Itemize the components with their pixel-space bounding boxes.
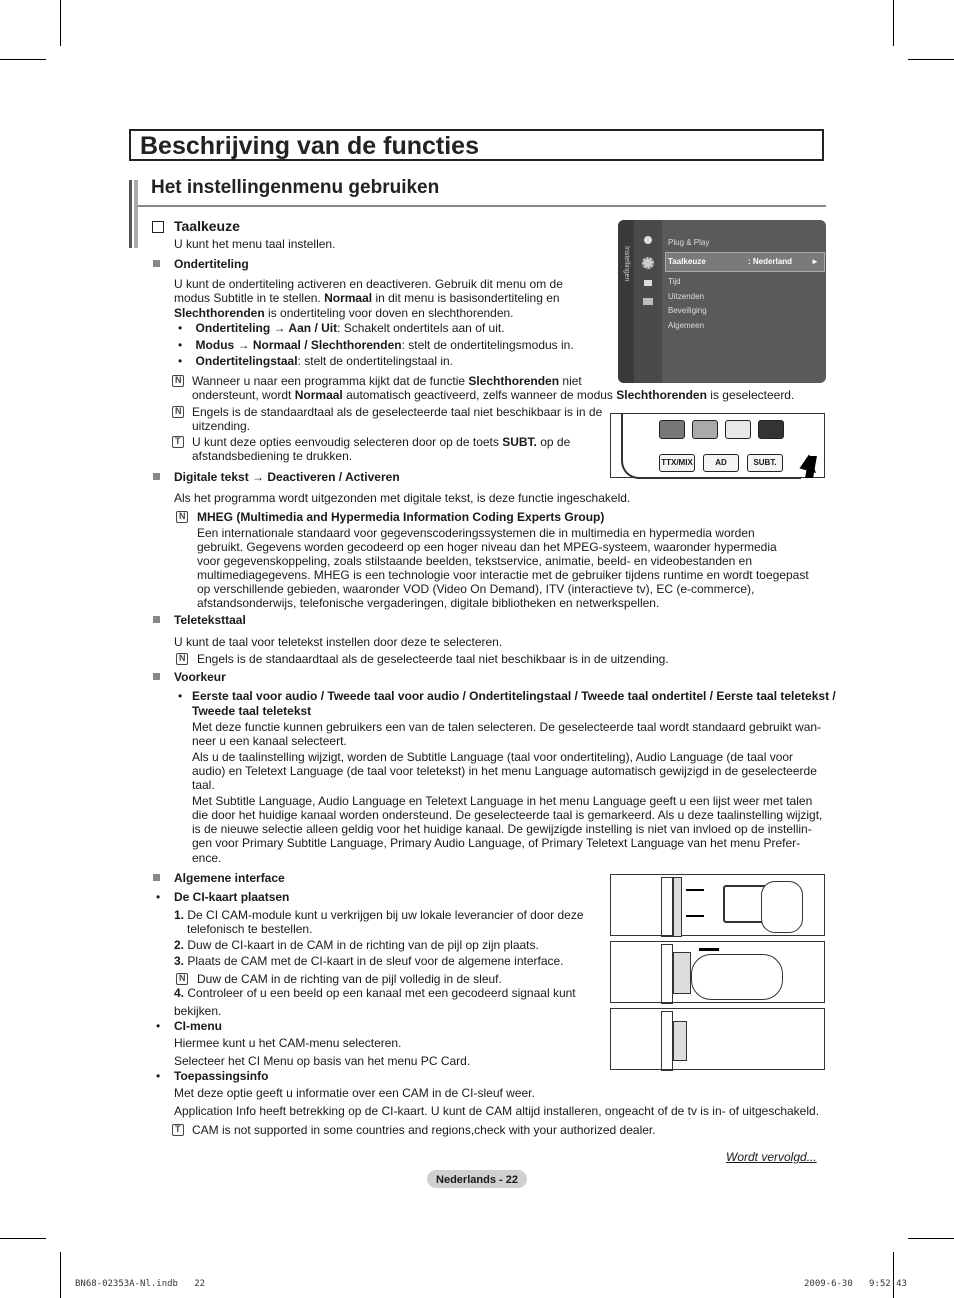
bullet-dot: • [156, 890, 161, 904]
footer-timestamp: 2009-6-30 9:52:43 [804, 1279, 907, 1289]
arrow-left-icon [699, 948, 719, 951]
note3-line1: U kunt deze opties eenvoudig selecteren door op de toets SUBT. op de [192, 435, 571, 449]
note-icon [176, 973, 188, 985]
checkbox-icon [152, 221, 164, 233]
voorkeur-b1: Eerste taal voor audio / Tweede taal voor audio / Ondertitelingstaal / Tweede taal ondertitel / Eerste taal teletekst / [192, 689, 836, 703]
bullet-dot: • [178, 689, 183, 703]
osd-item-uitzenden[interactable]: Uitzenden [668, 292, 705, 301]
osd-menu [618, 220, 826, 383]
mheg-l2: gebruikt. Gegevens worden gecodeerd op een hoger niveau dan het MPEG-systeem, waaronder hypermedia [197, 540, 777, 554]
ci-note: Duw de CAM in de richting van de pijl volledig in de sleuf. [197, 972, 502, 986]
mheg-l6: afstandsonderwijs, telefonische vergaderingen, digitale bibliotheken en netwerkspellen. [197, 596, 660, 610]
ondertiteling-p1b: modus Subtitle in te stellen. Normaal in dit menu is basisondertiteling en [174, 291, 560, 305]
remote-red-button [659, 420, 685, 439]
cam-module [673, 952, 691, 994]
teletekst-note: Engels is de standaardtaal als de geselecteerde taal niet beschikbaar is in de uitzending. [197, 652, 669, 666]
teletekst-title: Teleteksttaal [174, 613, 246, 627]
tip-icon [172, 436, 184, 448]
cam-slot [661, 944, 673, 1004]
bullet-dot: • [156, 1069, 161, 1083]
digitale-p1: Als het programma wordt uitgezonden met digitale tekst, is deze functie ingeschakeld. [174, 491, 631, 505]
osd-sidebar [618, 220, 634, 383]
note-icon [172, 406, 184, 418]
toep-l2: Application Info heeft betrekking op de CI-kaart. U kunt de CAM altijd installeren, ongeacht of de tv is in- of uitgeschakeld. [174, 1104, 820, 1118]
ci-step1b: telefonisch te bestellen. [187, 922, 313, 936]
page-number-badge [427, 1170, 527, 1188]
osd-item-taalkeuze[interactable]: Taalkeuze [668, 257, 706, 266]
remote-image [610, 413, 825, 478]
mheg-l1: Een internationale standaard voor gegevenscoderingssystemen die in multimedia en hypermedia worden [197, 526, 755, 540]
voorkeur-b2: Tweede taal teletekst [192, 704, 312, 718]
bullet-dot: • [156, 1019, 161, 1033]
remote-green-button [692, 420, 718, 439]
ci-card-illustration-1 [610, 874, 825, 936]
page-number: Nederlands - 22 [436, 1174, 518, 1186]
voorkeur-l2: neer u een kanaal selecteert. [192, 734, 347, 748]
section-heading: Het instellingenmenu gebruiken [151, 177, 440, 198]
bullet-square-icon [153, 616, 160, 623]
voorkeur-l9: gen voor Primary Subtitle Language, Primary Audio Language, of Primary Teletext Language van het menu Prefer- [192, 836, 801, 850]
osd-arrow-icon: ► [811, 257, 819, 266]
cam-slot [661, 877, 673, 937]
bullet-ondertitelingstaal: • Ondertitelingstaal: stelt de ondertitelingstaal in. [178, 354, 454, 368]
voorkeur-l3: Als u de taalinstelling wijzigt, worden de Subtitle Language (taal voor ondertiteling), Audio Language (de taal voor [192, 750, 794, 764]
remote-blue-button [758, 420, 784, 439]
voorkeur-l5: taal. [192, 778, 215, 792]
tip-icon [172, 1124, 184, 1136]
note2-line1: Engels is de standaardtaal als de geselecteerde taal niet beschikbaar is in de [192, 405, 603, 419]
crop-mark [908, 1238, 954, 1239]
ci-step3: 3. Plaats de CAM met de CI-kaart in de sleuf voor de algemene interface. [174, 954, 564, 968]
crop-mark [893, 1252, 894, 1298]
subt-button[interactable]: SUBT. [747, 454, 783, 472]
osd-item-algemeen[interactable]: Algemeen [668, 321, 705, 330]
teletekst-p1: U kunt de taal voor teletekst instellen door deze te selecteren. [174, 635, 503, 649]
arrow-left-icon [686, 915, 704, 917]
page-title: Beschrijving van de functies [140, 132, 479, 160]
osd-icon-3 [644, 280, 652, 286]
osd-side-label: Instellingen [623, 246, 630, 282]
ci-step2: 2. Duw de CI-kaart in de CAM in de richting van de pijl op zijn plaats. [174, 938, 539, 952]
bullet-square-icon [153, 874, 160, 881]
toep-note: CAM is not supported in some countries and regions,check with your authorized dealer. [192, 1123, 656, 1137]
osd-icon-1 [644, 236, 652, 244]
taalkeuze-intro: U kunt het menu taal instellen. [174, 237, 336, 251]
voorkeur-l8: is de nieuwe selectie alleen geldig voor het huidige kanaal. De gewijzigde instelling is niet van invloed op de instellin- [192, 822, 812, 836]
crop-mark [0, 1238, 46, 1239]
osd-icon-4 [643, 298, 653, 305]
cam-module [673, 877, 682, 937]
note1-line1: Wanneer u naar een programma kijkt dat de functie Slechthorenden niet [192, 374, 582, 388]
bullet-square-icon [153, 673, 160, 680]
note-icon [172, 375, 184, 387]
osd-selected-value: : Nederland [748, 257, 793, 266]
note2-line2: uitzending. [192, 419, 251, 433]
osd-icon-2 [642, 257, 654, 269]
ondertiteling-p1a: U kunt de ondertiteling activeren en deactiveren. Gebruik dit menu om de [174, 277, 563, 291]
bullet-ondertiteling: • Ondertiteling → Aan / Uit: Schakelt ondertitels aan of uit. [178, 321, 505, 335]
arrow-left-icon [686, 889, 704, 891]
cam-module [673, 1021, 687, 1061]
cimenu-l1: Hiermee kunt u het CAM-menu selecteren. [174, 1036, 402, 1050]
note-icon [176, 511, 188, 523]
remote-yellow-button [725, 420, 751, 439]
crop-mark [0, 59, 46, 60]
note-icon [176, 653, 188, 665]
ci-card-illustration-2 [610, 941, 825, 1003]
osd-item-plugplay[interactable]: Plug & Play [668, 238, 710, 247]
cimenu-title: CI-menu [174, 1019, 222, 1033]
ci-step4b: bekijken. [174, 1004, 222, 1018]
bullet-modus: • Modus → Normaal / Slechthorenden: stelt de ondertitelingsmodus in. [178, 338, 574, 352]
page-title-box [129, 129, 824, 161]
mheg-title: MHEG (Multimedia and Hypermedia Information Coding Experts Group) [197, 510, 605, 524]
ttx-mix-button[interactable]: TTX/MIX [659, 454, 695, 472]
voorkeur-l1: Met deze functie kunnen gebruikers een van de talen selecteren. De geselecteerde taal wordt standaard gebruikt wan- [192, 720, 822, 734]
crop-mark [893, 0, 894, 46]
toep-title: Toepassingsinfo [174, 1069, 269, 1083]
hand-icon [691, 954, 783, 1000]
osd-item-beveiliging[interactable]: Beveiliging [668, 306, 707, 315]
osd-item-tijd[interactable]: Tijd [668, 277, 681, 286]
ci-step1a: 1. De CI CAM-module kunt u verkrijgen bij uw lokale leverancier of door deze [174, 908, 584, 922]
note1-line2: ondersteunt, wordt Normaal automatisch geactiveerd, zelfs wanneer de modus Slechthorenden is geselecteerd. [192, 388, 795, 402]
ci-card-illustration-3 [610, 1008, 825, 1070]
toep-l1: Met deze optie geeft u informatie over een CAM in de CI-sleuf weer. [174, 1086, 535, 1100]
hand-icon [761, 881, 803, 933]
section-bar [129, 180, 132, 248]
crop-mark [60, 1252, 61, 1298]
mheg-l4: multimediagegevens. MHEG is een technologie voor interactie met de gebruiker tijdens runtime en wordt toegepast [197, 568, 809, 582]
bullet-square-icon [153, 473, 160, 480]
ci-step4a: 4. Controleer of u een beeld op een kanaal met een gecodeerd signaal kunt [174, 986, 576, 1000]
crop-mark [908, 59, 954, 60]
mheg-l3: voor gegevenskoppeling, zoals stilstaande beelden, tekstservice, animatie, beeld- en videobestanden en [197, 554, 753, 568]
cimenu-l2: Selecteer het CI Menu op basis van het menu PC Card. [174, 1054, 471, 1068]
voorkeur-l6: Met Subtitle Language, Audio Language en Teletext Language in het menu Language geeft u een lijst weer met talen [192, 794, 813, 808]
crop-mark [60, 0, 61, 46]
footer-file: BN68-02353A-Nl.indb 22 [75, 1279, 206, 1289]
voorkeur-l7: die door het huidige kanaal worden ondersteund. De geselecteerde taal is gemarkeerd. Als u deze taalinstelling wijzigt, [192, 808, 823, 822]
note3-line2: afstandsbediening te drukken. [192, 449, 353, 463]
section-bar-inner [134, 180, 138, 248]
digitale-title: Digitale tekst → Deactiveren / Activeren [174, 470, 400, 484]
mheg-l5: op verschillende gebieden, waaronder VOD (Video On Demand), ITV (interactieve tv), EC (e-commerce), [197, 582, 755, 596]
section-rule [138, 205, 826, 207]
voorkeur-l10: ence. [192, 851, 222, 865]
ondertiteling-title: Ondertiteling [174, 257, 249, 271]
ci-title: De CI-kaart plaatsen [174, 890, 290, 904]
taalkeuze-heading: Taalkeuze [174, 218, 240, 234]
bullet-square-icon [153, 260, 160, 267]
voorkeur-l4: audio) en Teletext Language (de taal voor teletekst) in het menu Language automatisch gewijzigd in de geselecteerde [192, 764, 817, 778]
algemeen-title: Algemene interface [174, 871, 285, 885]
cam-slot [661, 1011, 673, 1071]
ad-button[interactable]: AD [703, 454, 739, 472]
voorkeur-title: Voorkeur [174, 670, 226, 684]
continued-label: Wordt vervolgd... [726, 1150, 817, 1164]
ondertiteling-p1c: Slechthorenden is ondertiteling voor doven en slechthorenden. [174, 306, 514, 320]
